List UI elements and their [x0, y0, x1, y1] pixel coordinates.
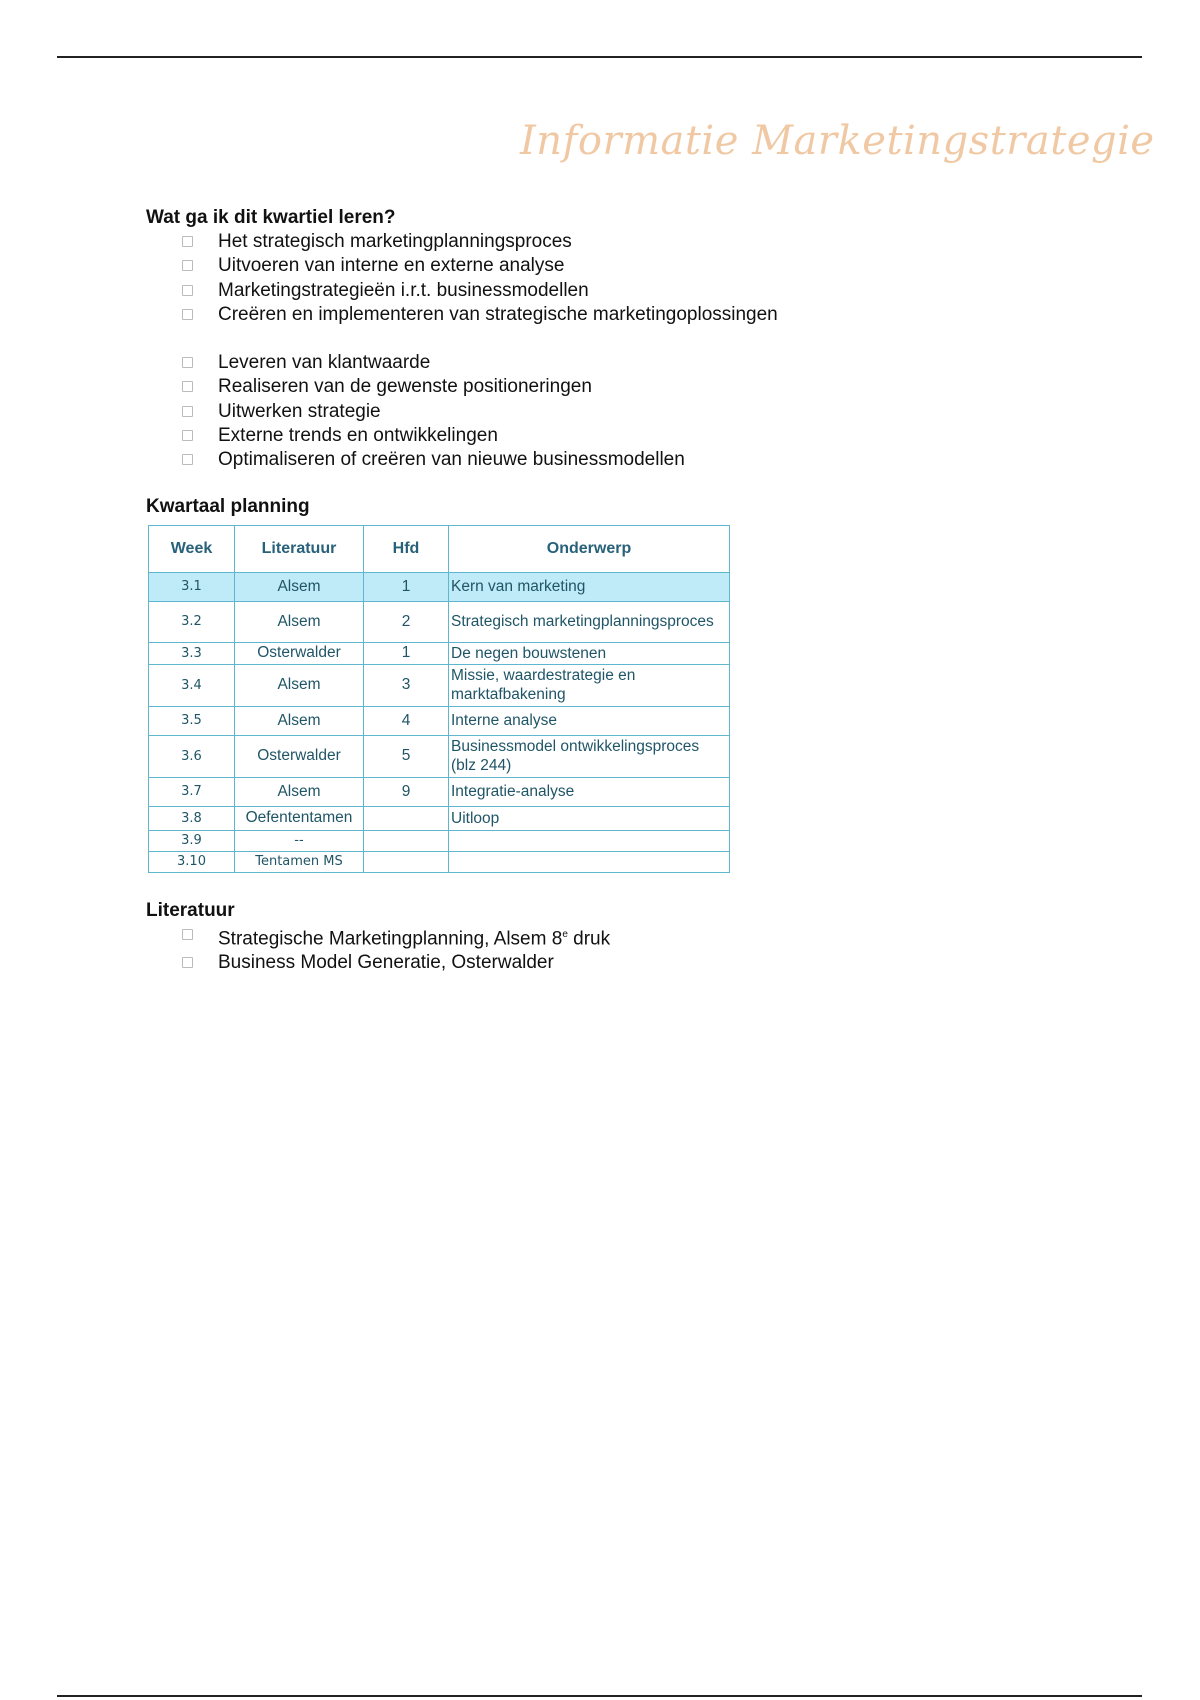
list-item: Externe trends en ontwikkelingen: [182, 424, 1146, 448]
cell-onderwerp: Integratie-analyse: [449, 777, 730, 806]
checkbox-bullet-icon: [182, 957, 193, 968]
checkbox-bullet-icon: [182, 260, 193, 271]
table-row: [149, 851, 730, 872]
column-header-hfd: Hfd: [364, 525, 449, 572]
list-item: Optimaliseren of creëren van nieuwe businessmodellen: [182, 448, 1146, 472]
planning-heading: Kwartaal planning: [146, 495, 310, 517]
cell-week: 3.7: [149, 777, 235, 806]
planning-table: [148, 525, 730, 873]
table-row: [149, 706, 730, 735]
learn-heading: Wat ga ik dit kwartiel leren?: [146, 207, 396, 228]
table-row: [149, 572, 730, 601]
cell-onderwerp: [449, 851, 730, 872]
cell-onderwerp: Uitloop: [449, 806, 730, 830]
checkbox-bullet-icon: [182, 285, 193, 296]
cell-literatuur: Alsem: [235, 706, 364, 735]
cell-onderwerp: Strategisch marketingplanningsproces: [449, 601, 730, 642]
cell-onderwerp: Interne analyse: [449, 706, 730, 735]
list-item: Uitvoeren van interne en externe analyse: [182, 254, 1146, 278]
cell-week: 3.10: [149, 851, 235, 872]
cell-hfd: [364, 830, 449, 851]
cell-literatuur: Alsem: [235, 777, 364, 806]
cell-hfd: [364, 806, 449, 830]
cell-hfd: 9: [364, 777, 449, 806]
cell-week: 3.5: [149, 706, 235, 735]
list-item: Strategische Marketingplanning, Alsem 8e druk: [182, 923, 1146, 952]
cell-literatuur: Oefententamen: [235, 806, 364, 830]
checkbox-bullet-icon: [182, 454, 193, 465]
column-header-onderwerp: Onderwerp: [449, 525, 730, 572]
table-row: [149, 830, 730, 851]
column-header-literatuur: Literatuur: [235, 525, 364, 572]
checkbox-bullet-icon: [182, 381, 193, 392]
checkbox-bullet-icon: [182, 406, 193, 417]
cell-onderwerp: De negen bouwstenen: [449, 642, 730, 664]
cell-week: 3.8: [149, 806, 235, 830]
list-item: Business Model Generatie, Osterwalder: [182, 951, 1146, 975]
column-header-week: Week: [149, 525, 235, 572]
cell-week: 3.6: [149, 735, 235, 777]
cell-hfd: 2: [364, 601, 449, 642]
table-header-row: [149, 525, 730, 572]
cell-week: 3.4: [149, 664, 235, 706]
list-item: Creëren en implementeren van strategische marketingoplossingen: [182, 303, 1146, 327]
footer-rule: [57, 1695, 1142, 1697]
literature-list: [146, 923, 1146, 976]
cell-hfd: 5: [364, 735, 449, 777]
table-row: [149, 777, 730, 806]
cell-literatuur: --: [235, 830, 364, 851]
table-row: [149, 664, 730, 706]
cell-onderwerp: [449, 830, 730, 851]
checkbox-bullet-icon: [182, 430, 193, 441]
cell-week: 3.3: [149, 642, 235, 664]
table-row: [149, 601, 730, 642]
table-row: [149, 806, 730, 830]
cell-literatuur: Osterwalder: [235, 735, 364, 777]
cell-week: 3.1: [149, 572, 235, 601]
list-item: Uitwerken strategie: [182, 400, 1146, 424]
cell-literatuur: Osterwalder: [235, 642, 364, 664]
header-rule: [57, 56, 1142, 58]
list-item: Leveren van klantwaarde: [182, 351, 1146, 375]
cell-hfd: 4: [364, 706, 449, 735]
cell-hfd: 3: [364, 664, 449, 706]
cell-literatuur: Alsem: [235, 664, 364, 706]
checkbox-bullet-icon: [182, 929, 193, 940]
literature-heading: Literatuur: [146, 899, 235, 921]
cell-week: 3.2: [149, 601, 235, 642]
list-item: Het strategisch marketingplanningsproces: [182, 230, 1146, 254]
cell-literatuur: Alsem: [235, 601, 364, 642]
learn-list-1: [146, 230, 1146, 327]
cell-onderwerp: Kern van marketing: [449, 572, 730, 601]
table-row: [149, 735, 730, 777]
document-body: [146, 206, 1146, 976]
cell-literatuur: Alsem: [235, 572, 364, 601]
list-item: Realiseren van de gewenste positioneringen: [182, 375, 1146, 399]
cell-onderwerp: Missie, waardestrategie en marktafbakening: [449, 664, 730, 706]
learn-list-2: [146, 351, 1146, 472]
cell-week: 3.9: [149, 830, 235, 851]
document-title: Informatie Marketingstrategie: [520, 118, 1155, 164]
cell-onderwerp: Businessmodel ontwikkelingsproces (blz 244): [449, 735, 730, 777]
cell-hfd: 1: [364, 642, 449, 664]
checkbox-bullet-icon: [182, 309, 193, 320]
table-row: [149, 642, 730, 664]
cell-literatuur: Tentamen MS: [235, 851, 364, 872]
cell-hfd: 1: [364, 572, 449, 601]
list-item: Marketingstrategieën i.r.t. businessmodellen: [182, 279, 1146, 303]
cell-hfd: [364, 851, 449, 872]
checkbox-bullet-icon: [182, 236, 193, 247]
checkbox-bullet-icon: [182, 357, 193, 368]
